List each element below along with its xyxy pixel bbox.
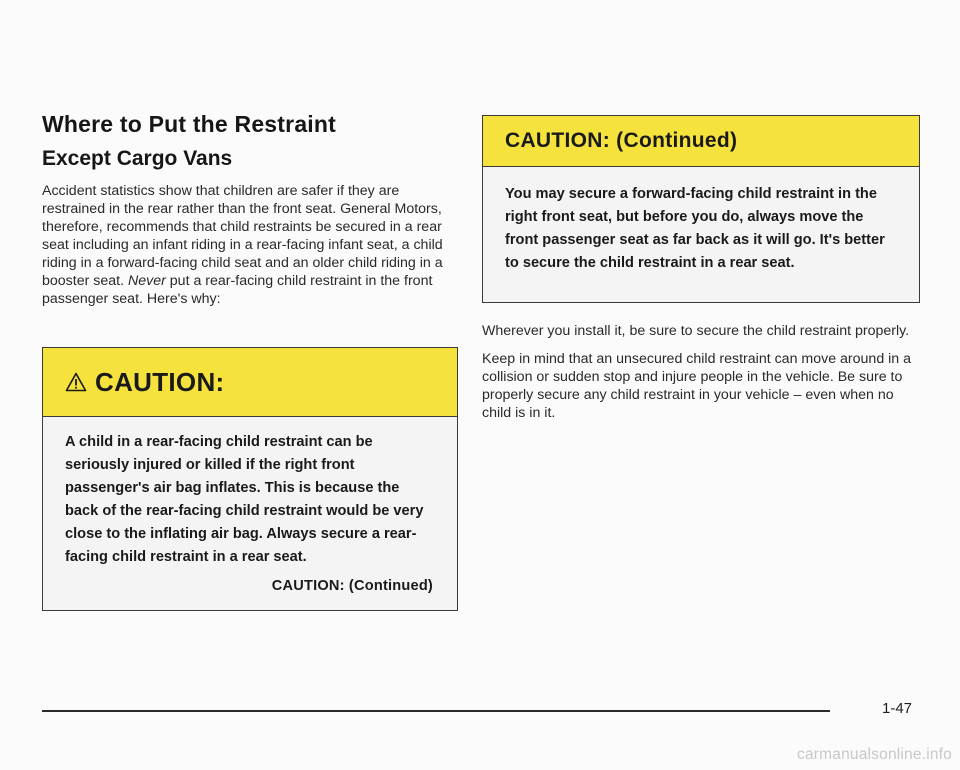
install-paragraph: Wherever you install it, be sure to secure the child restraint properly. [482, 323, 910, 339]
caution-continued-box [482, 115, 920, 303]
section-title: Where to Put the Restraint [42, 111, 337, 137]
subsection-title: Except Cargo Vans [42, 147, 233, 170]
unsecured-restraint-paragraph: Keep in mind that an unsecured child restraint can move around in a collision or sudden stop and injure people in the vehicle. Be sure to properly secure any child restraint in your vehicle – even when no child is in it. [482, 351, 912, 421]
caution-continued-label: CAUTION: (Continued) [271, 578, 433, 594]
caution-header [43, 348, 457, 417]
footer-rule [42, 710, 830, 712]
caution-box [42, 347, 458, 611]
intro-paragraph [42, 182, 462, 308]
caution-continued-header [483, 116, 919, 167]
intro-text-start: Accident statistics show that children are safer if they are restrained in the rear rather than the front seat. General Motors, therefore, recommends that child restraints be secured in a rear seat including an infant riding in a rear-facing infant seat, a child riding in a forward-facing child seat and an older child riding in a booster seat. [42, 183, 443, 289]
left-column [42, 110, 462, 308]
intro-text-end: put a rear-facing child restraint in the front passenger seat. Here's why: [42, 273, 433, 307]
caution-title: CAUTION: [95, 366, 225, 397]
caution-continued-title: CAUTION: (Continued) [505, 129, 738, 152]
intro-never-emphasis: Never [127, 273, 166, 289]
caution-continued-body: You may secure a forward-facing child restraint in the right front seat, but before you do, always move the front passenger seat as far back as it will go. It's better to secure the child restraint in a rear seat. [505, 186, 885, 271]
caution-body: A child in a rear-facing child restraint can be seriously injured or killed if the right front passenger's air bag inflates. This is because the back of the rear-facing child restraint would be very close to the inflating air bag. Always secure a rear-facing child restraint in a rear seat. [65, 434, 424, 565]
watermark: carmanualsonline.info [797, 746, 952, 763]
warning-triangle-icon [65, 372, 87, 392]
right-column [482, 322, 912, 432]
page-number: 1-47 [882, 700, 913, 717]
